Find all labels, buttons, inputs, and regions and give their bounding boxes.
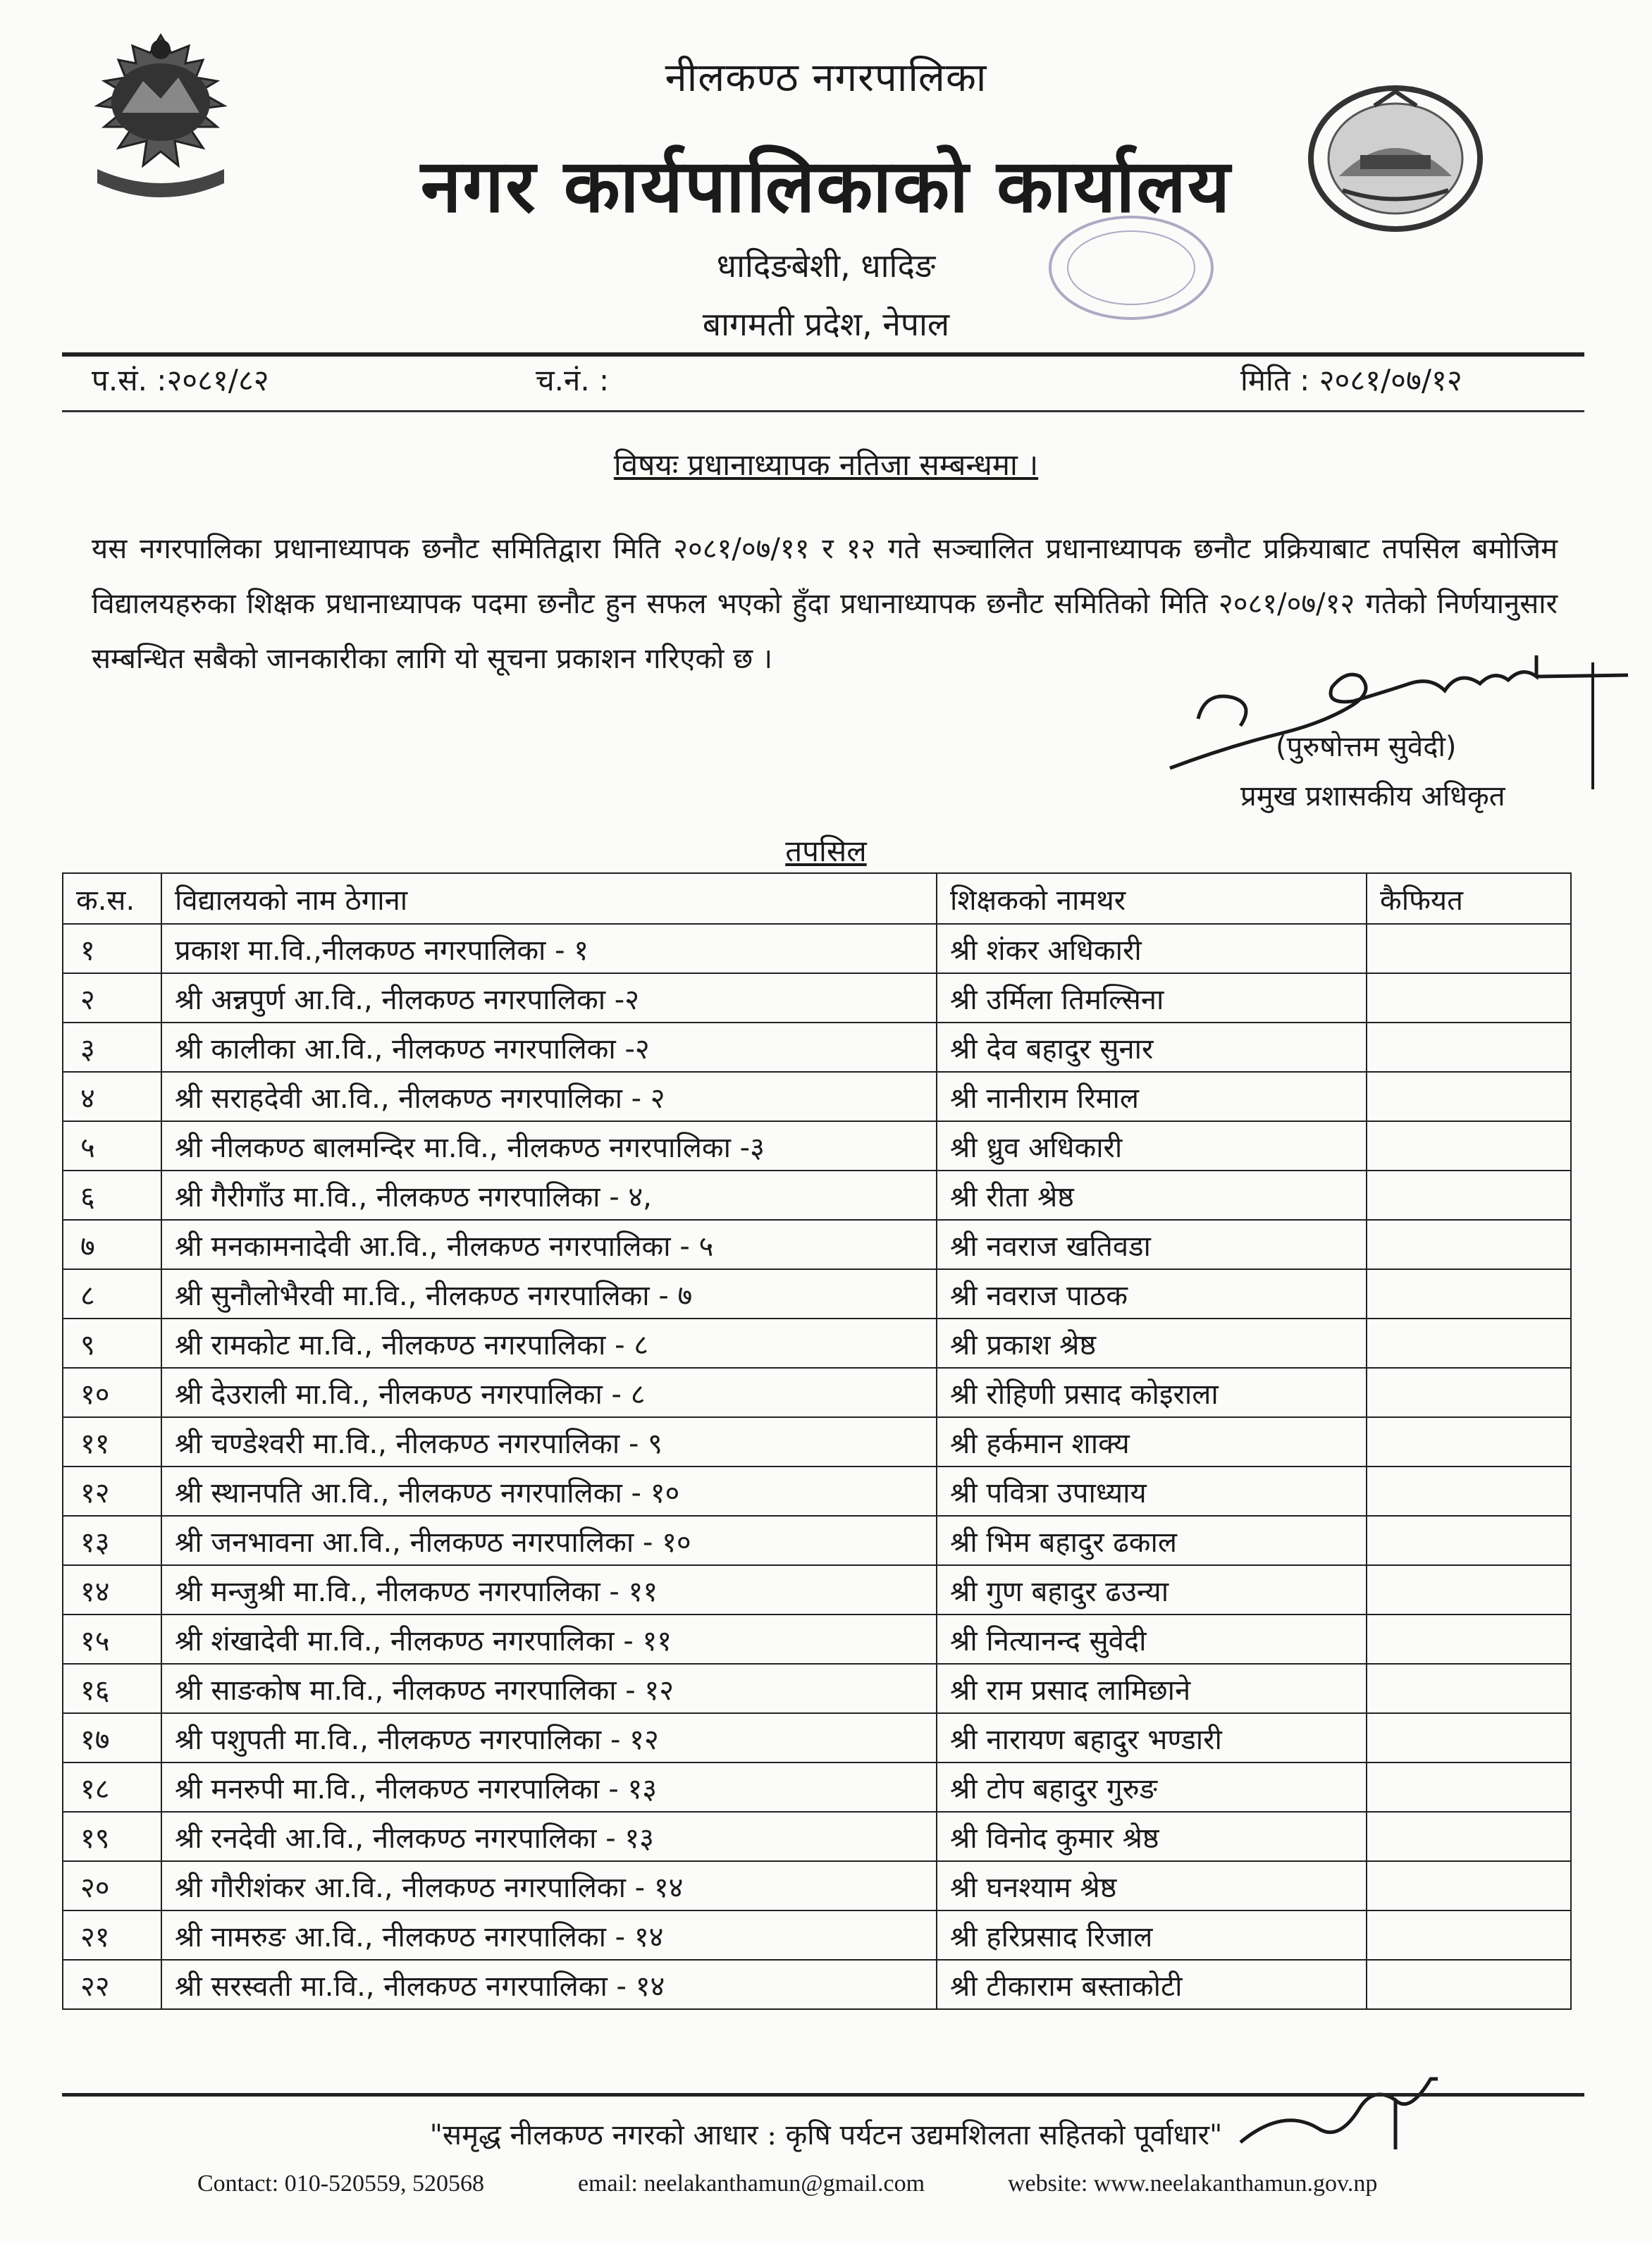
handwritten-signature-icon (1142, 648, 1635, 789)
table-row (63, 1121, 1571, 1171)
row-teacher: श्री नित्यानन्द सुवेदी (937, 1615, 1367, 1664)
table-row (63, 1368, 1571, 1417)
row-school: श्री गैरीगाँउ मा.वि., नीलकण्ठ नगरपालिका - ४, (161, 1171, 937, 1220)
column-header-sn: क.स. (63, 873, 161, 924)
table-row (63, 973, 1571, 1023)
issue-date: मिति : २०८१/०७/१२ (1240, 363, 1462, 397)
row-sn: १ (63, 924, 161, 973)
row-sn: १५ (63, 1615, 161, 1664)
row-teacher: श्री उर्मिला तिमल्सिना (937, 973, 1367, 1023)
table-row (63, 1023, 1571, 1072)
row-school: श्री स्थानपति आ.वि., नीलकण्ठ नगरपालिका - १० (161, 1467, 937, 1516)
row-teacher: श्री पवित्रा उपाध्याय (937, 1467, 1367, 1516)
row-remarks (1367, 1220, 1571, 1269)
table-row (63, 1319, 1571, 1368)
row-sn: २१ (63, 1910, 161, 1960)
row-remarks (1367, 1812, 1571, 1861)
footer-email: email: neelakanthamun@gmail.com (578, 2171, 925, 2197)
row-school: श्री शंखादेवी मा.वि., नीलकण्ठ नगरपालिका - ११ (161, 1615, 937, 1664)
row-sn: ९ (63, 1319, 161, 1368)
table-row (63, 1516, 1571, 1565)
table-body (63, 924, 1571, 2009)
table-row (63, 1910, 1571, 1960)
row-remarks (1367, 1417, 1571, 1467)
office-name: नगर कार्यपालिकाको कार्यालय (420, 143, 1232, 229)
row-sn: १४ (63, 1565, 161, 1615)
table-row (63, 1762, 1571, 1812)
row-sn: १३ (63, 1516, 161, 1565)
row-teacher: श्री विनोद कुमार श्रेष्ठ (937, 1812, 1367, 1861)
row-remarks (1367, 1762, 1571, 1812)
row-school: श्री सराहदेवी आ.वि., नीलकण्ठ नगरपालिका - २ (161, 1072, 937, 1121)
row-teacher: श्री भिम बहादुर ढकाल (937, 1516, 1367, 1565)
row-teacher: श्री घनश्याम श्रेष्ठ (937, 1861, 1367, 1910)
row-teacher: श्री ध्रुव अधिकारी (937, 1121, 1367, 1171)
row-sn: १८ (63, 1762, 161, 1812)
table-row (63, 1615, 1571, 1664)
row-school: श्री कालीका आ.वि., नीलकण्ठ नगरपालिका -२ (161, 1023, 937, 1072)
row-school: श्री मनकामनादेवी आ.वि., नीलकण्ठ नगरपालिका - ५ (161, 1220, 937, 1269)
row-sn: २२ (63, 1960, 161, 2009)
row-remarks (1367, 1516, 1571, 1565)
dispatch-number: च.नं. : (536, 363, 610, 397)
signer-name: (पुरुषोत्तम सुवेदी) (1276, 731, 1457, 763)
row-sn: १० (63, 1368, 161, 1417)
row-remarks (1367, 1861, 1571, 1910)
table-title: तपसिल (785, 834, 867, 868)
footer-website: website: www.neelakanthamun.gov.np (1008, 2171, 1378, 2197)
table-row (63, 1171, 1571, 1220)
footer-contact: Contact: 010-520559, 520568 (197, 2171, 485, 2197)
table-row (63, 1861, 1571, 1910)
row-remarks (1367, 1121, 1571, 1171)
row-teacher: श्री नारायण बहादुर भण्डारी (937, 1713, 1367, 1762)
row-school: श्री नामरुङ आ.वि., नीलकण्ठ नगरपालिका - १४ (161, 1910, 937, 1960)
footer-rule (62, 2093, 1584, 2097)
table-header-row (63, 873, 1571, 924)
row-school: श्री पशुपती मा.वि., नीलकण्ठ नगरपालिका - १२ (161, 1713, 937, 1762)
row-teacher: श्री देव बहादुर सुनार (937, 1023, 1367, 1072)
notice-subject: विषयः प्रधानाध्यापक नतिजा सम्बन्धमा । (613, 447, 1039, 482)
row-teacher: श्री टोप बहादुर गुरुङ (937, 1762, 1367, 1812)
results-table (62, 872, 1572, 2010)
row-school: श्री मन्जुश्री मा.वि., नीलकण्ठ नगरपालिका - ११ (161, 1565, 937, 1615)
row-sn: ८ (63, 1269, 161, 1319)
row-sn: १२ (63, 1467, 161, 1516)
row-school: श्री साङकोष मा.वि., नीलकण्ठ नगरपालिका - १२ (161, 1664, 937, 1713)
row-remarks (1367, 1269, 1571, 1319)
row-school: श्री रामकोट मा.वि., नीलकण्ठ नगरपालिका - ८ (161, 1319, 937, 1368)
row-teacher: श्री नानीराम रिमाल (937, 1072, 1367, 1121)
row-school: श्री अन्नपुर्ण आ.वि., नीलकण्ठ नगरपालिका -२ (161, 973, 937, 1023)
signer-title: प्रमुख प्रशासकीय अधिकृत (1240, 780, 1505, 813)
municipality-logo-icon (1290, 78, 1501, 240)
row-remarks (1367, 1910, 1571, 1960)
table-row (63, 1664, 1571, 1713)
row-teacher: श्री रीता श्रेष्ठ (937, 1171, 1367, 1220)
table-row (63, 1565, 1571, 1615)
column-header-teacher: शिक्षकको नामथर (937, 873, 1367, 924)
row-remarks (1367, 1023, 1571, 1072)
table-row (63, 1713, 1571, 1762)
row-remarks (1367, 1072, 1571, 1121)
row-school: श्री चण्डेश्वरी मा.वि., नीलकण्ठ नगरपालिका - ९ (161, 1417, 937, 1467)
row-remarks (1367, 1960, 1571, 2009)
row-remarks (1367, 1368, 1571, 1417)
table-row (63, 1467, 1571, 1516)
row-sn: २ (63, 973, 161, 1023)
office-stamp-icon (1043, 211, 1219, 324)
row-teacher: श्री रोहिणी प्रसाद कोइराला (937, 1368, 1367, 1417)
row-teacher: श्री राम प्रसाद लामिछाने (937, 1664, 1367, 1713)
row-remarks (1367, 1171, 1571, 1220)
row-school: श्री जनभावना आ.वि., नीलकण्ठ नगरपालिका - १० (161, 1516, 937, 1565)
row-remarks (1367, 1713, 1571, 1762)
row-sn: २० (63, 1861, 161, 1910)
row-school: श्री रनदेवी आ.वि., नीलकण्ठ नगरपालिका - १३ (161, 1812, 937, 1861)
row-teacher: श्री नवराज पाठक (937, 1269, 1367, 1319)
org-name: नीलकण्ठ नगरपालिका (665, 55, 987, 101)
row-remarks (1367, 1664, 1571, 1713)
row-remarks (1367, 973, 1571, 1023)
row-sn: १६ (63, 1664, 161, 1713)
column-header-remarks: कैफियत (1367, 873, 1571, 924)
row-sn: ७ (63, 1220, 161, 1269)
row-remarks (1367, 1319, 1571, 1368)
row-teacher: श्री शंकर अधिकारी (937, 924, 1367, 973)
table-row (63, 1812, 1571, 1861)
row-remarks (1367, 1467, 1571, 1516)
row-sn: ४ (63, 1072, 161, 1121)
row-sn: १७ (63, 1713, 161, 1762)
table-row (63, 1220, 1571, 1269)
table-row (63, 924, 1571, 973)
footer-motto: "समृद्ध नीलकण्ठ नगरको आधार : कृषि पर्यटन उद्यमशिलता सहितको पूर्वाधार" (429, 2119, 1223, 2152)
table-row (63, 1072, 1571, 1121)
row-sn: ५ (63, 1121, 161, 1171)
row-remarks (1367, 1615, 1571, 1664)
row-teacher: श्री हरिप्रसाद रिजाल (937, 1910, 1367, 1960)
header-rule (62, 352, 1584, 357)
row-school: श्री नीलकण्ठ बालमन्दिर मा.वि., नीलकण्ठ नगरपालिका -३ (161, 1121, 937, 1171)
row-school: श्री देउराली मा.वि., नीलकण्ठ नगरपालिका - ८ (161, 1368, 937, 1417)
row-sn: ३ (63, 1023, 161, 1072)
notice-body: यस नगरपालिका प्रधानाध्यापक छनौट समितिद्वारा मिति २०८१/०७/११ र १२ गते सञ्चालित प्रधानाध्यापक छनौट प्रक्रियाबाट तपसिल बमोजिम विद्यालयहरुका शिक्षक प्रधानाध्यापक पदमा छनौट हुन सफल भएको हुँदा प्रधानाध्यापक छनौट समितिको मिति २०८१/०७/१२ गतेको निर्णयानुसार सम्बन्धित सबैको जानकारीका लागि यो सूचना प्रकाशन गरिएको छ । (92, 533, 1558, 675)
address-line-1: धादिङबेशी, धादिङ (716, 247, 936, 285)
table-row (63, 1960, 1571, 2009)
reference-number: प.सं. :२०८१/८२ (92, 363, 269, 397)
row-sn: ६ (63, 1171, 161, 1220)
row-school: श्री गौरीशंकर आ.वि., नीलकण्ठ नगरपालिका - १४ (161, 1861, 937, 1910)
reference-rule (62, 410, 1584, 412)
row-teacher: श्री गुण बहादुर ढउन्या (937, 1565, 1367, 1615)
row-school: श्री मनरुपी मा.वि., नीलकण्ठ नगरपालिका - १३ (161, 1762, 937, 1812)
table-row (63, 1269, 1571, 1319)
row-school: श्री सरस्वती मा.वि., नीलकण्ठ नगरपालिका - १४ (161, 1960, 937, 2009)
table-row (63, 1417, 1571, 1467)
row-teacher: श्री टीकाराम बस्ताकोटी (937, 1960, 1367, 2009)
row-sn: ११ (63, 1417, 161, 1467)
row-school: प्रकाश मा.वि.,नीलकण्ठ नगरपालिका - १ (161, 924, 937, 973)
column-header-school: विद्यालयको नाम ठेगाना (161, 873, 937, 924)
row-sn: १९ (63, 1812, 161, 1861)
row-teacher: श्री प्रकाश श्रेष्ठ (937, 1319, 1367, 1368)
row-remarks (1367, 924, 1571, 973)
row-school: श्री सुनौलोभैरवी मा.वि., नीलकण्ठ नगरपालिका - ७ (161, 1269, 937, 1319)
address-line-2: बागमती प्रदेश, नेपाल (702, 305, 950, 343)
row-teacher: श्री नवराज खतिवडा (937, 1220, 1367, 1269)
row-teacher: श्री हर्कमान शाक्य (937, 1417, 1367, 1467)
row-remarks (1367, 1565, 1571, 1615)
